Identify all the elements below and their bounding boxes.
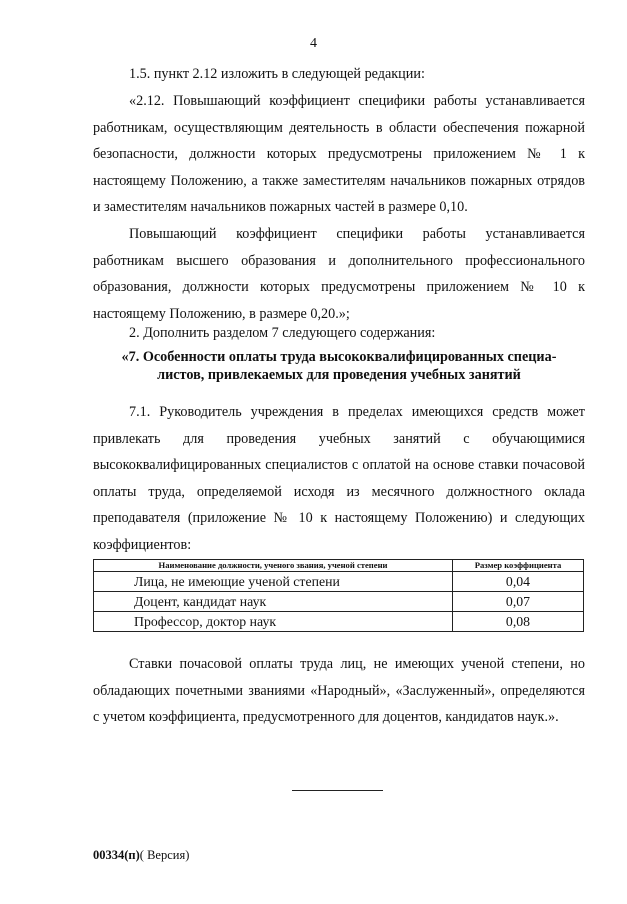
paragraph-2-add-section: 2. Дополнить разделом 7 следующего содержания: bbox=[129, 325, 436, 341]
table-cell-position: Лица, не имеющие ученой степени bbox=[94, 572, 453, 592]
table-row bbox=[94, 592, 584, 612]
table-header-row bbox=[94, 560, 584, 572]
document-footer bbox=[93, 848, 189, 863]
section-7-heading bbox=[93, 348, 585, 384]
table-header-position: Наименование должности, ученого звания, ученой степени bbox=[94, 560, 453, 572]
document-code: 00334(п) bbox=[93, 848, 140, 862]
table-header-coefficient: Размер коэффициента bbox=[453, 560, 584, 572]
document-version-label: ( Версия) bbox=[139, 848, 190, 862]
paragraph-coefficient-higher-education: Повышающий коэффициент специфики работы устанавливается работникам высшего образования и дополнительного профессионального образования, должности которых предусмотрены приложением № 10 к настоящему Положению, в размере 0,20.»; bbox=[93, 226, 585, 322]
paragraph-1-5: 1.5. пункт 2.12 изложить в следующей редакции: bbox=[129, 66, 425, 82]
table-row bbox=[94, 612, 584, 632]
paragraph-7-1: 7.1. Руководитель учреждения в пределах имеющихся средств может привлекать для проведения учебных занятий с обучающимися высококвалифицированных специалистов с оплатой на основе ставки почасовой оплаты труда, определяемой исходя из месячного должностного оклада преподавателя (приложение № 10 к настоящему Положению) и следующих коэффициентов: bbox=[93, 404, 585, 553]
table-row bbox=[94, 572, 584, 592]
table-cell-position: Профессор, доктор наук bbox=[94, 612, 453, 632]
section-7-heading-line-1: «7. Особенности оплаты труда высококвалифицированных специа- bbox=[121, 349, 557, 365]
table-cell-position: Доцент, кандидат наук bbox=[94, 592, 453, 612]
paragraph-hourly-rates: Ставки почасовой оплаты труда лиц, не имеющих ученой степени, но обладающих почетными званиями «Народный», «Заслуженный», определяются с учетом коэффициента, предусмотренного для доцентов, кандидатов наук.». bbox=[93, 656, 585, 726]
table-cell-coefficient: 0,07 bbox=[453, 592, 584, 612]
table-cell-coefficient: 0,08 bbox=[453, 612, 584, 632]
section-7-heading-line-2: листов, привлекаемых для проведения учебных занятий bbox=[157, 367, 521, 383]
page-number: 4 bbox=[310, 36, 317, 51]
coefficient-table bbox=[93, 559, 584, 632]
closing-divider bbox=[292, 790, 383, 791]
paragraph-2-12: «2.12. Повышающий коэффициент специфики работы устанавливается работникам, осуществляющим деятельность в области обеспечения пожарной безопасности, должности которых предусмотрены приложением № 1 к настоящему Положению, а также заместителям начальников пожарных отрядов и заместителям начальников пожарных частей в размере 0,10. bbox=[93, 93, 585, 216]
table-cell-coefficient: 0,04 bbox=[453, 572, 584, 592]
